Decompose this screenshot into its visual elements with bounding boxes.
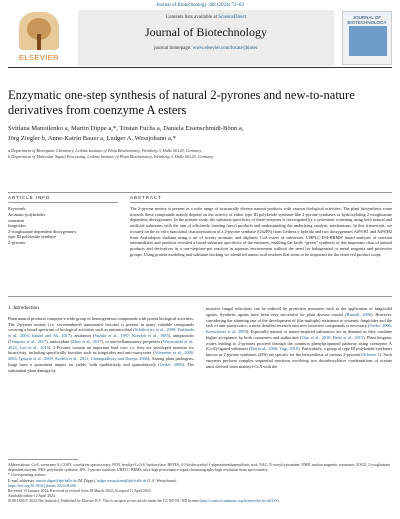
homepage-line [78,46,334,51]
authors-line-2[interactable]: Jörg Ziegler b, Anne-Katrin Bauer a, Ludger A. Wessjohann a,* [8,135,176,142]
paragraph-text: ). Particularly, a group of type III polyketide synthases known as 2-pyrone synthases (2PS) are specific for the biosynthesis of various 2-pyrones ( [206,346,392,357]
email-link-dippe[interactable]: martin.dippe@ipb-halle.de [35,478,77,483]
license-line [8,499,392,504]
paragraph-text: Plant natural products comprise a wide group of heterogeneous compounds with potent biological activities. The 2-pyrone moiety (i.e. six-membered unsaturated lactone) is present in many valuable compounds covering a broad spectrum of biological activities such as antimicrobial ( [8,315,194,333]
license-link[interactable]: http://creativecommons.org/licenses/by-nc-nd/4.0/ [200,499,278,504]
keyword-item: Aromatic polyketides [8,212,46,218]
introduction-column-left [8,306,194,373]
keyword-item: type III polyketide synthase [8,234,56,240]
citation-link[interactable]: Zhao et al., 2017 [72,338,102,344]
keywords-title: Keywords: [8,206,27,211]
paragraph-text: ), antiparasitic ( [8,333,195,344]
keyword-item: 2-pyrones [8,240,26,246]
available-online-date: Available online 12 April 2024 [8,494,55,499]
paragraph-text: ), antioxidant ( [46,338,73,344]
divider-info-left [8,202,118,203]
keyword-item: coumarin [8,217,25,223]
citation-link[interactable]: Scheme 1 [362,352,380,357]
divider-abstract-bottom [8,296,392,297]
footnotes [8,463,392,505]
affiliation-b: b Department of Molecular Signal Processing, Leibniz Institute of Plant Biochemistry, Weinberg 3, Halle 06120, Germany [8,154,214,160]
introduction-heading: 1. Introduction [8,305,39,311]
journal-header [8,10,392,68]
license-prefix: 0168-1656/© 2024 The Author(s). Published by Elsevier B.V. This is an open access article under the CC BY-NC-ND license ( [8,499,201,504]
email-prefix: E-mail addresses: [8,478,36,483]
paragraph-text: ). The substantial plant damage by [8,361,194,373]
citation-link[interactable]: Wroszonski et al., 2014; Luo et al., 2015 [8,338,195,350]
introduction-paragraph-2 [206,306,392,369]
tree-logo-icon [19,12,59,50]
contents-prefix: Contents lists available at [165,15,219,20]
paragraph-text: ). However, considering the alarming rate of the development of (the multiple) resistance to systemic fungicides and the lack of anti-oomycotics, a more detailed research into new bioactive compounds is necessary ( [206,311,392,329]
divider-info-right [130,202,392,203]
article-title: Enzymatic one-step synthesis of natural 2-pyrones and new-to-nature derivatives from coenzyme A esters [8,88,355,117]
cover-image [349,26,387,56]
citation-link[interactable]: Suzuki et al., 1997; Kondoh et al., 1985 [94,333,169,338]
citation-link[interactable]: Schuhovics et al., 2009; Parilando et al., 2004; Ismael and Ali, 2017 [8,327,194,338]
email-mid: (M. Dippe), [76,478,97,483]
paragraph-text: ). 2-Pyrones contain an important lead core, i.e. they are privileged moieties for bioactivity, including specifically biocides such as fungicides and anti-oomycetes ( [8,344,194,356]
paragraph-text: ). Such enzymes perform complex sequential reactions involving two decarboxylative condensations of acetate units derived from malonyl-CoA with the [206,352,393,369]
journal-cover-thumbnail[interactable] [342,11,392,65]
keyword-item: fungicides [8,223,26,229]
homepage-prefix: journal homepage: [154,46,193,51]
homepage-link[interactable]: www.elsevier.com/locate/jbiotec [192,46,258,51]
citation-link[interactable]: Russell, 2006 [346,311,371,317]
journal-masthead [78,10,334,66]
divider-footnotes [8,459,78,460]
email-link-wessjohann[interactable]: ludger.wessjohann@ipb-halle.de [96,478,147,483]
paragraph-text: ), or anti-inflammatory properties ( [101,338,163,344]
introduction-column-right [206,306,392,369]
paragraph-text: ). Among plant pathogens, fungi have a prominent impact on yields, both qualitatively and quantitatively ( [8,356,194,367]
authors-line-1[interactable]: Svitlana Manoilenko a, Martin Dippe a,*, Tristan Fuchs a, Daniela Eisenschmidt-Bönn a, [8,125,244,132]
journal-title: Journal of Biotechnology [145,25,267,39]
keywords-block [8,206,108,246]
abstract-text: The 2-pyrone moiety is present in a wide range of structurally diverse natural products with various biological activities. The plant biosynthetic route towards these compounds mainly depend on the activity of either type III polyketide synthase-like 2-pyrone synthases or hydroxylating 2-oxoglutarate dependent dioxygenases. In the present study, the substrate specificity of these enzymes is investigated by a systematic screening using both natural and artificial substrates with the aim of efficiently forming (new) products and understanding the underlying catalytic mechanisms. In this framework, we focused on the in vitro functional characterization of a 2-pyrone synthase (Gh2PS) from Gerbera x hybrida and two dioxygenases AtF6′H1 and AtF6′H2 from Arabidopsis thaliana using a set of twenty aromatic and aliphatic CoA esters as substrates. UHPLC-ESI-HRMSⁿ based analyses of reaction intermediates and products revealed a broad substrate specificity of the enzymes, enabling the facile “green” synthesis of this important class of natural products and derivatives in a one-step/one-pot reaction in aqueous environment without the need for halogenated or metal reagents and protective groups. Using protein modeling and substrate docking we identified amino acid residues that seem to be important for the observed product scope. [130,206,392,257]
license-suffix: ). [277,499,280,504]
email-suffix: (L.A. Wessjohann). [146,478,177,483]
divider-top [8,192,392,193]
contents-line [78,15,334,20]
citation-link[interactable]: Dai et al., 2006; Vogt, 2010 [250,346,299,352]
paragraph-text: invasive fungal infections can be reduced by protective measures such as the application of fungicidal agents. Synthetic agents have been very successful for plant disease control ( [206,306,392,317]
sciencedirect-link[interactable]: ScienceDirect [218,15,247,20]
cover-title: JOURNAL OF BIOTECHNOLOGY [347,15,387,25]
keyword-item: 2-oxoglutarate dependent dioxygenases [8,228,77,234]
paragraph-text: ). Plant biogenic routes leading to 2-pyrones proceed through the common phenylpropanoid pathway using coenzyme A (CoA)-ligated substrates ( [206,334,392,352]
received-dates: Received 13 January 2024; Received in revised form 28 March 2024; Accepted 11 April 2024 [8,489,151,494]
introduction-paragraph-1 [8,316,194,374]
corresponding-authors-note: * Corresponding authors. [8,473,47,478]
affiliation-a: a Department of Bioorganic Chemistry, Leibniz Institute of Plant Biochemistry, Weinberg 3, Halle 06120, Germany [8,148,202,153]
citation-link[interactable]: Altemeier et al., 2000, 2004; Ignacio et al., 2009; Kodela et al., 2011; Chattapadhyay and Dureja, 2006 [8,350,195,361]
elsevier-logo[interactable] [8,12,70,64]
citation-link[interactable]: Oerke, 2006 [159,361,183,367]
abstract-label: ABSTRACT [130,195,162,200]
paragraph-text: ), antitumor ( [70,333,95,338]
citation-link[interactable]: Oerke, 2006; Kretschmer et al. 2009 [206,323,392,334]
abbreviations-footnote: Abbreviations: CoA, coenzyme A; COSY, correlation spectroscopy; F6′H, feruloyl-CoA 6′-hydroxylase; HEPES, 4-2-hydroxyethyl-1-piperazineethanesulfonic acid; NAC, N-acetylcysteamine; NMR, nuclear magnetic resonance; 2OGD, 2-oxoglutarate dependent enzyme; PKS, polyketide synthase; 2PS, 2-pyrone synthase; UHPLC-HRMS, ultra-high performance liquid chromatography-high resolution mass spectrometry. [8,463,391,473]
journal-reference-line[interactable]: Journal of Biotechnology 388 (2024) 72–82 [156,3,244,8]
elsevier-wordmark: ELSEVIER [19,53,59,62]
doi-link[interactable]: https://doi.org/10.1016/j.jbiotec.2024.04.006 [8,483,77,488]
article-info-label: ARTICLE INFO [8,195,51,200]
affiliations [8,148,392,160]
citation-link[interactable]: Tempone et al., 2017 [9,338,47,344]
citation-link[interactable]: Otto et al., 2016; Bette et al., 2015 [301,334,364,340]
paragraph-text: ). Especially natural or nature-inspired substances are in demand as they combine higher acceptance by both consumers and authorities ( [206,329,392,340]
author-list [8,124,392,144]
